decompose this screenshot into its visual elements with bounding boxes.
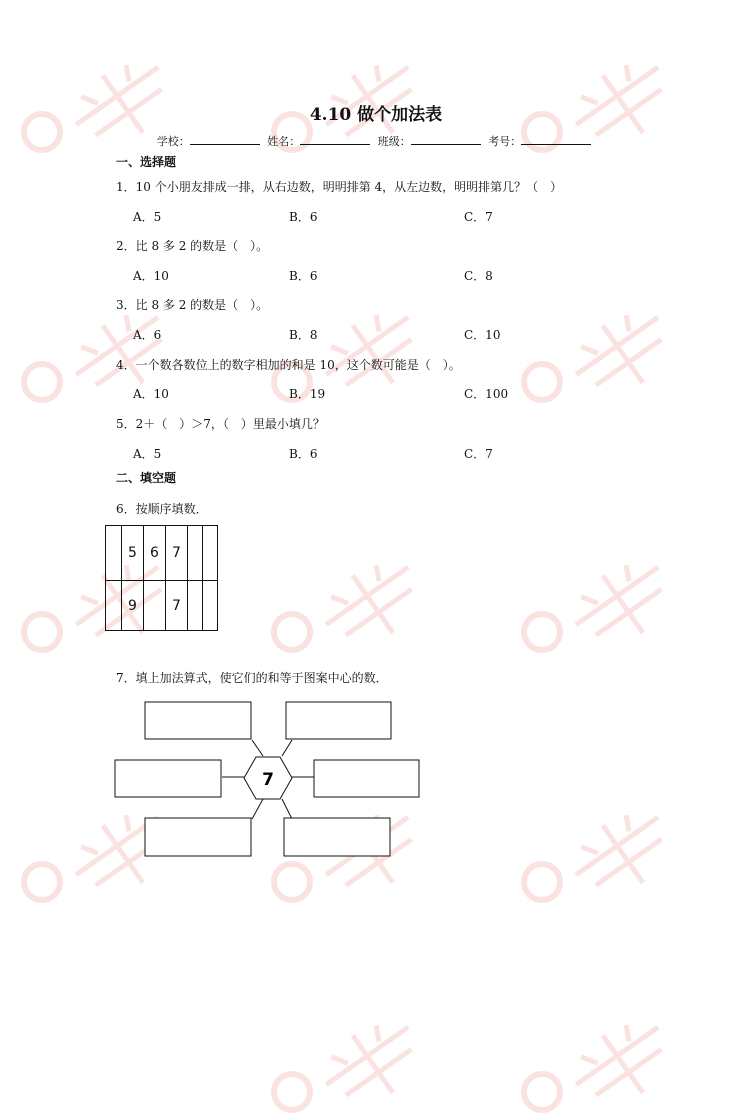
connector-line [282, 799, 292, 819]
q2-option-a[interactable]: A．10 [133, 269, 169, 283]
q4-option-a[interactable]: A．10 [133, 387, 169, 401]
answer-box-mid-right [314, 760, 419, 797]
watermark-logo [520, 290, 710, 410]
question-5: 5．2＋（ ）＞7，（ ）里最小填几？ [116, 417, 325, 431]
exam-no-label: 考号： [488, 135, 522, 148]
grid-cell: 5 [122, 526, 144, 581]
q2-option-b[interactable]: B．6 [289, 269, 318, 283]
q1-option-a[interactable]: A．5 [133, 210, 162, 224]
q3-option-c[interactable]: C．10 [464, 328, 501, 342]
grid-cell[interactable] [188, 526, 203, 581]
connector-line [252, 740, 263, 756]
question-6: 6．按顺序填数． [116, 502, 208, 516]
q1-option-b[interactable]: B．6 [289, 210, 318, 224]
class-label: 班级： [377, 135, 411, 148]
q3-option-b[interactable]: B．8 [289, 328, 318, 342]
answer-box-top-left [145, 702, 251, 739]
watermark-logo [520, 790, 710, 910]
watermark-logo [520, 540, 710, 660]
addition-diagram [110, 696, 430, 866]
watermark-logo [270, 540, 460, 660]
center-number: 7 [262, 770, 274, 790]
grid-cell: 7 [166, 581, 188, 631]
q1-option-c[interactable]: C．7 [464, 210, 493, 224]
grid-cell[interactable] [106, 526, 122, 581]
answer-box-mid-left [115, 760, 221, 797]
q5-option-a[interactable]: A．5 [133, 447, 162, 461]
grid-cell[interactable] [188, 581, 203, 631]
page-title: 4.10 做个加法表 [309, 105, 443, 125]
answer-box-bottom-right [284, 818, 390, 856]
question-3: 3．比 8 多 2 的数是（ ）。 [116, 298, 269, 312]
q5-option-b[interactable]: B．6 [289, 447, 318, 461]
q4-option-c[interactable]: C．100 [464, 387, 509, 401]
connector-line [252, 799, 263, 819]
school-label: 学校： [156, 135, 190, 148]
question-4: 4．一个数各数位上的数字相加的和是 10，这个数可能是（ ）。 [116, 358, 461, 372]
number-grid [105, 525, 218, 631]
question-2: 2．比 8 多 2 的数是（ ）。 [116, 239, 269, 253]
answer-box-top-right [286, 702, 391, 739]
student-info-line [0, 133, 752, 149]
section-fill-heading: 二、填空题 [116, 471, 177, 485]
answer-box-bottom-left [145, 818, 251, 856]
class-blank[interactable] [411, 134, 481, 145]
section-choice-heading: 一、选择题 [116, 155, 177, 169]
question-1: 1．10 个小朋友排成一排，从右边数，明明排第 4，从左边数，明明排第几？（ ） [116, 180, 563, 194]
grid-cell: 9 [122, 581, 144, 631]
school-blank[interactable] [190, 134, 260, 145]
grid-cell[interactable] [144, 581, 166, 631]
grid-cell: 7 [166, 526, 188, 581]
watermark-logo [270, 1000, 460, 1120]
q3-option-a[interactable]: A．6 [133, 328, 162, 342]
exam-no-blank[interactable] [521, 134, 591, 145]
q5-option-c[interactable]: C．7 [464, 447, 493, 461]
grid-cell[interactable] [106, 581, 122, 631]
q2-option-c[interactable]: C．8 [464, 269, 493, 283]
grid-cell: 6 [144, 526, 166, 581]
q4-option-b[interactable]: B．19 [289, 387, 326, 401]
grid-cell[interactable] [203, 581, 218, 631]
question-7: 7．填上加法算式，使它们的和等于图案中心的数． [116, 671, 388, 685]
name-label: 姓名： [267, 135, 301, 148]
connector-line [282, 740, 292, 756]
grid-cell[interactable] [203, 526, 218, 581]
watermark-logo [520, 1000, 710, 1120]
name-blank[interactable] [300, 134, 370, 145]
